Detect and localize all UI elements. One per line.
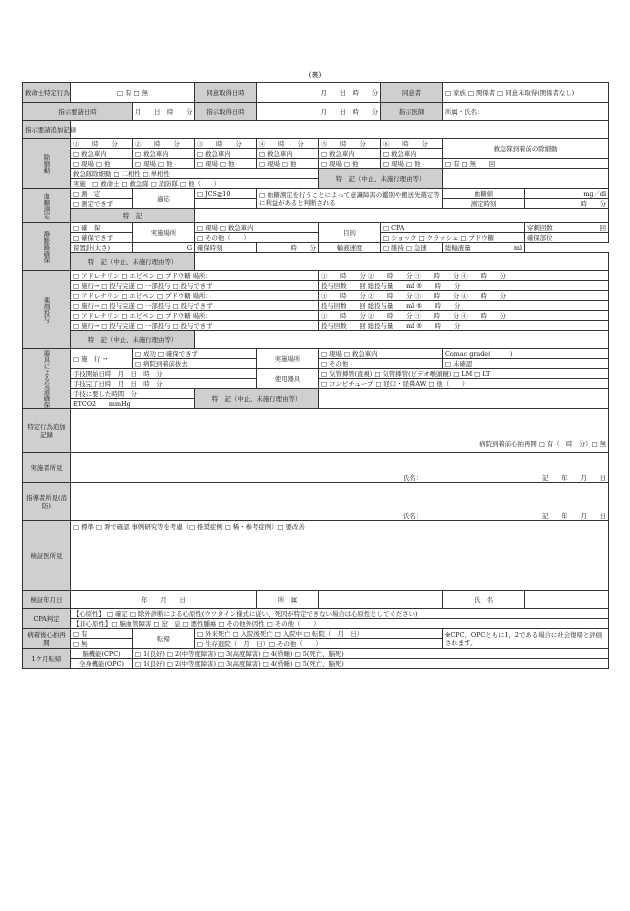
defib-time-3[interactable]: ③ 時 分: [195, 139, 257, 149]
drug-row-6b[interactable]: 投与回数 回 総投与量 ml ⑤ 時 分: [319, 321, 609, 331]
request-time-label: 指示要請日時: [23, 103, 133, 121]
byouchaku-ari[interactable]: □ 有: [71, 629, 133, 639]
tokutei-label: 救命士特定行為: [23, 83, 71, 103]
shidousha-field[interactable]: [71, 483, 609, 521]
obtain-time-label: 指示取得日時: [195, 103, 257, 121]
doctor-label: 指示医師: [381, 103, 443, 121]
defib-side-label: 除細動: [23, 139, 71, 189]
airway-place-2[interactable]: □ その他: [319, 359, 443, 369]
airway-use-label: 使用器具: [257, 369, 319, 389]
consent-time-value[interactable]: 月 日 時 分: [257, 83, 381, 103]
defib-site-4[interactable]: □ 現場 □ 他: [257, 159, 319, 169]
jisshisha-name: 氏名：: [403, 474, 423, 482]
defib-time-4[interactable]: ④ 時 分: [257, 139, 319, 149]
iv-time-value[interactable]: 時 分: [257, 243, 319, 253]
add-request-label: 指示要請追加記録: [23, 121, 71, 139]
drug-row-6a[interactable]: □ 施行→ □ 投与完遂 □ 一部投与 □ 投与できず: [71, 321, 319, 331]
airway-place-1[interactable]: □ 現場 □ 救急車内: [319, 349, 443, 359]
airway-comac[interactable]: Comac grade( ): [443, 349, 609, 359]
iv-needle-g[interactable]: G: [133, 243, 195, 253]
airway-tokki-field[interactable]: [319, 389, 609, 409]
jisshisha-date: 記 年 月 日: [542, 474, 607, 482]
iv-total[interactable]: [443, 243, 525, 253]
opc-value[interactable]: □ 1(良好) □ 2(中等度障害) □ 3(高度障害) □ 4(昏睡) □ 5(死亡、脳死): [133, 659, 609, 669]
defib-impl[interactable]: 実施 □ 救命士 □ 救急隊 □ 消防隊 □ 他（ ）: [71, 179, 319, 189]
iv-total-ml: ml: [513, 243, 523, 252]
defib-tokki-label: 特 記（中止、未施行理由等）: [319, 169, 443, 189]
defib-time-1[interactable]: ① 時 分: [71, 139, 133, 149]
byouchaku-label: 病着後心拍再開: [23, 629, 71, 649]
defib-mode[interactable]: 救急隊除細動 □ 二相性 □ 単相性: [71, 169, 319, 179]
jisshisha-field[interactable]: [71, 453, 609, 483]
request-time-value[interactable]: 月 日 時 分: [133, 103, 195, 121]
iv-purpose-label: 目的: [319, 223, 381, 243]
tokutei-add-label: 特定行為追加記録: [23, 409, 71, 453]
airway-place-label: 実施場所: [257, 349, 319, 369]
airway-use-2[interactable]: □ コンビチューブ □ 経口・経鼻AW □ 他（ ）: [319, 379, 609, 389]
drug-row-3b[interactable]: ① 時 分 ② 時 分 ③ 時 分 ④ 時 分: [319, 291, 609, 301]
glucose-blank: [195, 199, 257, 209]
drug-side-label: 薬剤投与: [23, 271, 71, 349]
glucose-measure[interactable]: □ 測 定: [71, 189, 133, 199]
airway-hospital[interactable]: □ 病院到着前抜去: [133, 359, 257, 369]
iv-count-unit: 回: [599, 223, 607, 232]
iv-place-label: 実施場所: [133, 223, 195, 243]
tenki-label: 転帰: [133, 629, 195, 649]
glucose-unit[interactable]: mg／dl: [525, 189, 609, 199]
defib-time-2[interactable]: ② 時 分: [133, 139, 195, 149]
kenshoui-value[interactable]: □ 標準 □ 署で確認 事例研究等を考慮（□ 推奨症例 □ 稀・参考症例）□ 要改善: [71, 521, 609, 591]
iv-place-1[interactable]: □ 現場 □ 救急車内: [195, 223, 319, 233]
defib-car-6[interactable]: □ 救急車内: [381, 149, 443, 159]
defib-car-2[interactable]: □ 救急車内: [133, 149, 195, 159]
iv-tokki-field[interactable]: [195, 253, 609, 271]
tokutei-checkbox[interactable]: □ 有 □ 無: [71, 83, 195, 103]
glucose-value-label: 血糖値: [443, 189, 525, 199]
doctor-value[interactable]: 所属・氏名：: [443, 103, 609, 121]
airway-tokki-label: 特 記（中止、未施行理由等）: [195, 389, 319, 409]
shidousha-date: 記 年 月 日: [542, 512, 607, 520]
kensho-shozoku: 所 属: [257, 591, 319, 609]
defib-site-2[interactable]: □ 現場 □ 他: [133, 159, 195, 169]
drug-row-5b[interactable]: ① 時 分 ② 時 分 ③ 時 分 ④ 時 分: [319, 311, 609, 321]
drug-row-4b[interactable]: 投与回数 回 総投与量 ml ⑤ 時 分: [319, 301, 609, 311]
glucose-condition[interactable]: □ 血糖測定を行うことによって意識障害の鑑別や搬送先選定等に利益があると判断される: [257, 189, 443, 209]
airway-etco2[interactable]: ETCO2 mmHg: [71, 399, 195, 409]
defib-time-5[interactable]: ⑤ 時 分: [319, 139, 381, 149]
kensho-shimei: 氏 名: [443, 591, 525, 609]
byouchaku-nashi[interactable]: □ 無: [71, 639, 133, 649]
drug-row-4a[interactable]: □ 施行→ □ 投与完遂 □ 一部投与 □ 投与できず: [71, 301, 319, 311]
shidousha-name: 氏名：: [403, 512, 423, 520]
kensho-date-value[interactable]: 年 月 日: [71, 591, 257, 609]
iv-total-label: 総輸液量: [445, 243, 471, 252]
jisshisha-label: 実施者所見: [23, 453, 71, 483]
opc-label: 全身機能(OPC): [71, 659, 133, 669]
defib-site-3[interactable]: □ 現場 □ 他: [195, 159, 257, 169]
iv-time[interactable]: [195, 243, 257, 253]
shidousha-label: 指導者所見(消防): [23, 483, 71, 521]
drug-row-3a[interactable]: □ アドレナリン □ エピペン □ ブドウ糖 場所：: [71, 291, 319, 301]
report-form: [22, 82, 608, 669]
glucose-tekiou: 適応: [133, 189, 195, 209]
defib-site-5[interactable]: □ 現場 □ 他: [319, 159, 381, 169]
drug-row-1a[interactable]: □ アドレナリン □ エピペン □ ブドウ糖 場所：: [71, 271, 319, 281]
obtain-time-value[interactable]: 月 日 時 分: [257, 103, 381, 121]
iv-tokki-label: 特 記（中止、未施行理由等）: [71, 253, 195, 271]
consenter-label: 同意者: [381, 83, 443, 103]
iv-rate-value[interactable]: □ 維持 □ 急速: [381, 243, 443, 253]
add-request-field[interactable]: [71, 121, 609, 139]
iv-purpose-2[interactable]: □ ショック □ クラッシュ □ ブドウ糖: [381, 233, 525, 243]
kensho-date-label: 検証年月日: [23, 591, 71, 609]
drug-row-2b[interactable]: 投与回数 回 総投与量 ml ⑤ 時 分: [319, 281, 609, 291]
drug-row-5a[interactable]: □ アドレナリン □ エピペン □ ブドウ糖 場所：: [71, 311, 319, 321]
cpa-row-1[interactable]: 【心原性】 □ 確定 □ 除外診断による心原性(ウツタイン様式に従い、死因が特定できない場合は心原性としてください): [71, 609, 609, 619]
defib-site-6[interactable]: □ 現場 □ 他: [381, 159, 443, 169]
cpa-label: CPA判定: [23, 609, 71, 629]
airway-start[interactable]: 手技開始日時 月 日 時 分: [71, 369, 257, 379]
kensho-shozoku-field[interactable]: [319, 591, 443, 609]
form-table: [22, 82, 609, 669]
airway-use-1[interactable]: □ 気管挿管(直視) □ 気管挿管(ビデオ喉頭鏡) □ LM □ LT: [319, 369, 609, 379]
tenki-row-1[interactable]: □ 外来死亡 □ 入院後死亡 □ 入院中 □ 転院（ 月 日）: [195, 629, 443, 639]
tenki-row-2[interactable]: □ 生存退院（ 月 日）□ その他（ ）: [195, 639, 443, 649]
drug-row-1b[interactable]: ① 時 分 ② 時 分 ③ 時 分 ④ 時 分: [319, 271, 609, 281]
defib-car-4[interactable]: □ 救急車内: [257, 149, 319, 159]
kensho-shimei-field[interactable]: [525, 591, 609, 609]
airway-seikou[interactable]: □ 成功 □ 確保できず: [133, 349, 257, 359]
iv-unable[interactable]: □ 確保できず: [71, 233, 133, 243]
consent-time-label: 同意取得日時: [195, 83, 257, 103]
onemonth-label: 1ケ月転帰: [23, 649, 71, 669]
defib-site-1[interactable]: □ 現場 □ 他: [71, 159, 133, 169]
drug-tokki-field[interactable]: [195, 331, 609, 349]
glucose-side-label: 血糖測定: [23, 189, 71, 223]
airway-side-label: 器具による気道確保: [23, 349, 71, 409]
airway-sekou[interactable]: □ 施 行 →: [71, 349, 133, 369]
iv-rate-label: 輸液速度: [319, 243, 381, 253]
glucose-jcs[interactable]: □ JCS≧10: [195, 189, 257, 199]
iv-count-label: 穿刺回数: [527, 223, 553, 232]
tokutei-add-value[interactable]: 病院到着前心拍再開 □ 有（ 時 分）□ 無: [71, 409, 609, 453]
defib-car-5[interactable]: □ 救急車内: [319, 149, 381, 159]
iv-side-label: 静脈路確保: [23, 223, 71, 271]
kenshoui-label: 検証医所見: [23, 521, 71, 591]
page-label: (裏): [308, 71, 322, 79]
consenter-value[interactable]: □ 家族 □ 関係者 □ 同意未取得(関係者なし): [443, 83, 609, 103]
glucose-tokki-label: 特 記: [71, 209, 195, 223]
defib-car-3[interactable]: □ 救急車内: [195, 149, 257, 159]
drug-tokki-label: 特 記（中止、未施行理由等）: [71, 331, 195, 349]
iv-place-2[interactable]: □ その他（ ）: [195, 233, 319, 243]
airway-end[interactable]: 手技完了日時 月 日 時 分: [71, 379, 257, 389]
iv-count[interactable]: [525, 223, 609, 233]
iv-purpose-1[interactable]: □ CPA: [381, 223, 525, 233]
defib-tokki-field[interactable]: [443, 169, 609, 189]
tenki-note: ※CPC、OPCともに1，2である場合に社会復帰と評価されます。: [443, 629, 609, 649]
glucose-tokki-field[interactable]: [195, 209, 609, 223]
iv-secure[interactable]: □ 確 保: [71, 223, 133, 233]
glucose-unable[interactable]: □ 測定できず: [71, 199, 133, 209]
defib-arrive-value[interactable]: □ 有 □ 無 回: [443, 159, 609, 169]
cpa-row-2[interactable]: 【非心原性】□ 脳血管障害 □ 窒 息 □ 悪性腫瘍 □ その他外因性 □ その他（ ）: [71, 619, 609, 629]
glucose-time-label: 測定時刻: [443, 199, 525, 209]
cpc-value[interactable]: □ 1(良好) □ 2(中等度障害) □ 3(高度障害) □ 4(昏睡) □ 5(死亡、脳死): [133, 649, 609, 659]
iv-time-label: 確保時刻: [197, 243, 223, 252]
defib-arrive-label: 救急隊到着前の除細動: [443, 139, 609, 159]
cpc-label: 脳機能(CPC): [71, 649, 133, 659]
airway-unconfirmed[interactable]: □ 未確認: [443, 359, 609, 369]
glucose-time-value[interactable]: 時 分: [525, 199, 609, 209]
iv-part-label[interactable]: 確保部位: [525, 233, 609, 243]
airway-req-time[interactable]: 手技に要した時間 分: [71, 389, 195, 399]
defib-car-1[interactable]: □ 救急車内: [71, 149, 133, 159]
drug-row-2a[interactable]: □ 施行→ □ 投与完遂 □ 一部投与 □ 投与できず: [71, 281, 319, 291]
iv-needle-label: 留置針(太さ): [71, 243, 133, 253]
defib-time-6[interactable]: ⑥ 時 分: [381, 139, 443, 149]
